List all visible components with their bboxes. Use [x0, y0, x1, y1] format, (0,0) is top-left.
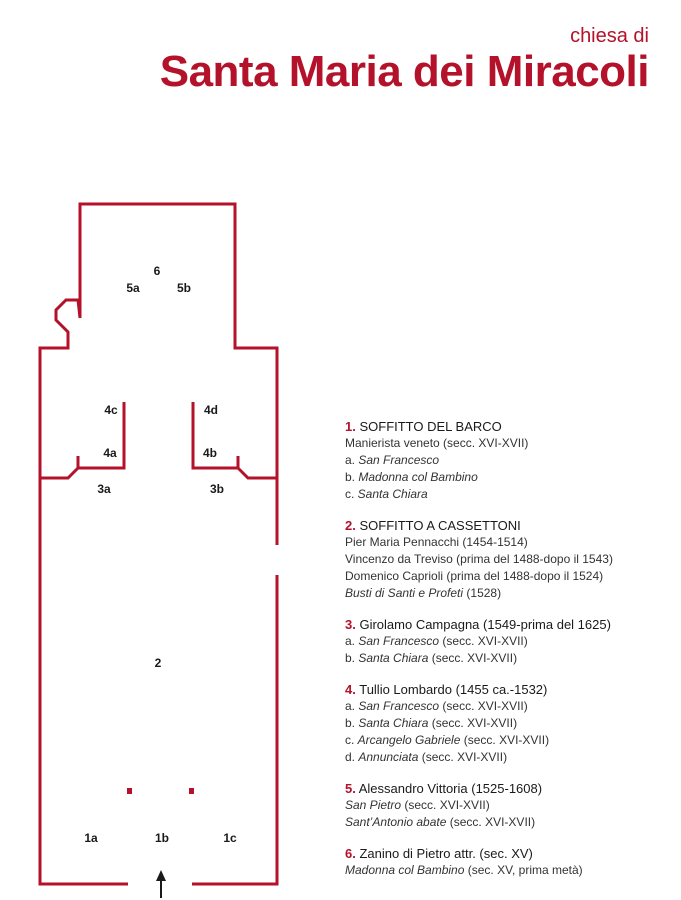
page-subtitle: chiesa di	[570, 25, 649, 47]
legend-entry-heading	[345, 780, 675, 797]
legend-entry-title: Alessandro Vittoria (1525-1608)	[358, 781, 543, 796]
legend-entry-number: 2.	[345, 518, 356, 533]
legend-entry-number: 1.	[345, 419, 356, 434]
legend-line-italic: Santa Chiara	[358, 716, 429, 730]
legend-line-prefix: c.	[345, 733, 358, 747]
label-1b: 1b	[154, 831, 170, 845]
legend	[345, 418, 675, 893]
legend-line	[345, 435, 675, 452]
legend-entry-heading	[345, 616, 675, 633]
column-marker-right	[189, 788, 194, 794]
legend-line	[345, 452, 675, 469]
legend-line-suffix: (secc. XVI-XVII)	[428, 716, 518, 730]
legend-line-text: Pier Maria Pennacchi (1454-1514)	[345, 535, 528, 549]
column-marker-left	[127, 788, 132, 794]
legend-line-suffix: (secc. XVI-XVII)	[428, 651, 518, 665]
legend-line-italic: San Francesco	[358, 453, 440, 467]
legend-entry-title: Zanino di Pietro attr. (sec. XV)	[359, 846, 533, 861]
legend-line-text: Vincenzo da Treviso (prima del 1488-dopo il 1543)	[345, 552, 613, 566]
legend-entry-number: 4.	[345, 682, 356, 697]
legend-entry	[345, 517, 675, 602]
legend-entry-heading	[345, 681, 675, 698]
legend-line-prefix: b.	[345, 651, 359, 665]
label-3b: 3b	[209, 482, 225, 496]
legend-line-suffix: (sec. XV, prima metà)	[464, 863, 583, 877]
legend-line	[345, 650, 675, 667]
legend-line-prefix: a.	[345, 453, 359, 467]
legend-line	[345, 486, 675, 503]
legend-entry	[345, 845, 675, 879]
legend-line-italic: Arcangelo Gabriele	[357, 733, 461, 747]
legend-entry-title: Girolamo Campagna (1549-prima del 1625)	[359, 617, 611, 632]
legend-line-prefix: a.	[345, 634, 359, 648]
legend-line-italic: Madonna col Bambino	[345, 863, 465, 877]
legend-line	[345, 715, 675, 732]
legend-line-text: Manierista veneto (secc. XVI-XVII)	[345, 436, 529, 450]
legend-line-italic: Santa Chiara	[358, 651, 429, 665]
legend-line-text: Domenico Caprioli (prima del 1488-dopo il 1524)	[345, 569, 604, 583]
legend-entry-heading	[345, 845, 675, 862]
label-5b: 5b	[176, 281, 192, 295]
page-title: Santa Maria dei Miracoli	[159, 47, 649, 96]
legend-line-suffix: (secc. XVI-XVII)	[401, 798, 490, 812]
legend-line-prefix: c.	[345, 487, 358, 501]
legend-entry	[345, 780, 675, 831]
legend-line	[345, 814, 675, 831]
label-6: 6	[153, 264, 161, 278]
label-4c: 4c	[104, 403, 118, 417]
legend-line-suffix: (secc. XVI-XVII)	[446, 815, 536, 829]
legend-line-italic: San Pietro	[345, 798, 402, 812]
legend-line	[345, 534, 675, 551]
legend-line-italic: San Francesco	[358, 634, 440, 648]
label-1a: 1a	[84, 831, 98, 845]
legend-line	[345, 469, 675, 486]
outer-wall-left	[40, 204, 277, 884]
legend-line-prefix: b.	[345, 716, 359, 730]
legend-line	[345, 568, 675, 585]
label-5a: 5a	[126, 281, 140, 295]
legend-line-prefix: a.	[345, 699, 359, 713]
legend-line-suffix: (1528)	[463, 586, 502, 600]
legend-entry-title: SOFFITTO DEL BARCO	[359, 419, 502, 434]
label-4a: 4a	[103, 446, 117, 460]
legend-line	[345, 749, 675, 766]
legend-line-suffix: (secc. XVI-XVII)	[418, 750, 508, 764]
legend-entry-number: 6.	[345, 846, 356, 861]
legend-entry-title: SOFFITTO A CASSETTONI	[359, 518, 521, 533]
legend-line-italic: Sant’Antonio abate	[345, 815, 447, 829]
label-3a: 3a	[97, 482, 111, 496]
legend-line-italic: Santa Chiara	[357, 487, 428, 501]
legend-line-italic: Annunciata	[358, 750, 419, 764]
legend-entry	[345, 418, 675, 503]
label-1c: 1c	[223, 831, 237, 845]
plan-walls	[40, 204, 277, 884]
legend-line-suffix: (secc. XVI-XVII)	[439, 634, 528, 648]
legend-entry	[345, 681, 675, 766]
label-4b: 4b	[202, 446, 218, 460]
legend-entry-number: 3.	[345, 617, 356, 632]
entrance-arrow-icon	[156, 870, 166, 898]
legend-line-prefix: d.	[345, 750, 359, 764]
legend-line-italic: San Francesco	[358, 699, 440, 713]
legend-entry-title: Tullio Lombardo (1455 ca.-1532)	[359, 682, 548, 697]
legend-line	[345, 551, 675, 568]
legend-line	[345, 698, 675, 715]
legend-line-suffix: (secc. XVI-XVII)	[439, 699, 528, 713]
legend-entry-heading	[345, 418, 675, 435]
label-4d: 4d	[203, 403, 219, 417]
legend-line-prefix: b.	[345, 470, 359, 484]
legend-line	[345, 797, 675, 814]
legend-line-italic: Busti di Santi e Profeti	[345, 586, 464, 600]
legend-line-italic: Madonna col Bambino	[358, 470, 478, 484]
label-2: 2	[154, 656, 162, 670]
legend-entry-number: 5.	[345, 781, 356, 796]
legend-line	[345, 585, 675, 602]
legend-line-suffix: (secc. XVI-XVII)	[460, 733, 550, 747]
legend-entry-heading	[345, 517, 675, 534]
legend-line	[345, 732, 675, 749]
legend-line	[345, 862, 675, 879]
legend-entry	[345, 616, 675, 667]
legend-line	[345, 633, 675, 650]
